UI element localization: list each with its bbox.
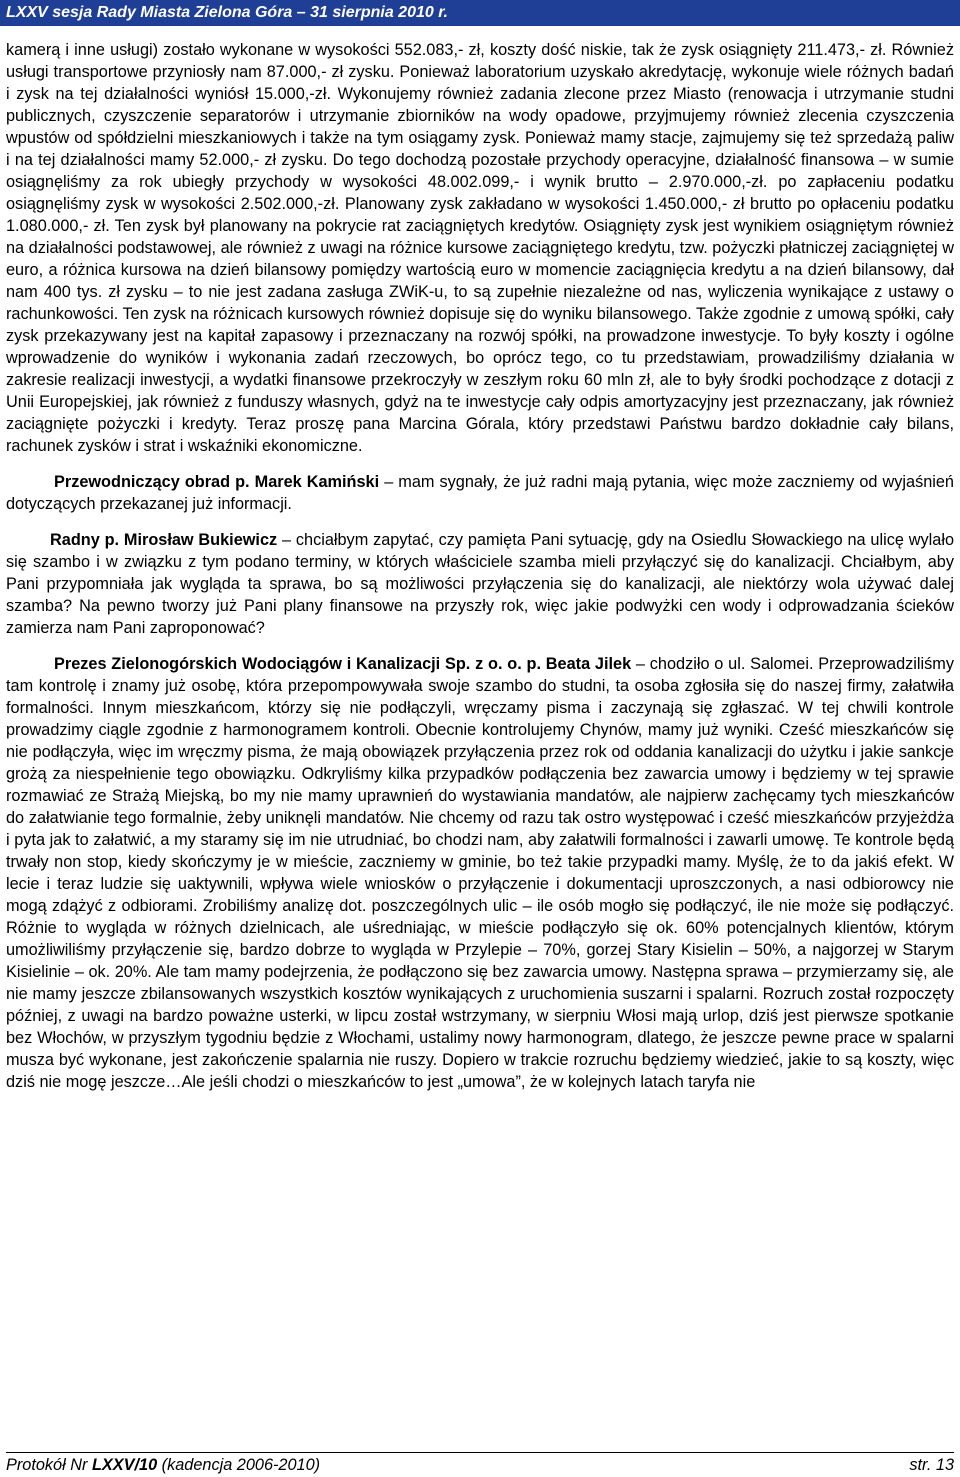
paragraph-president <box>6 653 954 1093</box>
header-title: LXXV sesja Rady Miasta Zielona Góra – 31 sierpnia 2010 r. <box>6 4 448 21</box>
councillor-text: – chciałbym zapytać, czy pamięta Pani sytuację, gdy na Osiedlu Słowackiego na ulicę wylało się szambo i w związku z tym podano terminy, w których właściciele szamba mieli przyłączyć się do kanalizacji. Chciałbym, aby Pani przypomniała jak wygląda ta sprawa, bo są możliwości przyłączenia się do kanalizacji, ale niektórzy wola używać dalej szamba? Na pewno tworzy już Pani plany finansowe na przyszły rok, więc jakie podwyżki cen wody i odprowadzania ścieków zamierza nam Pani zaproponować? <box>6 531 954 637</box>
speaker-councillor: Radny p. Mirosław Bukiewicz <box>50 531 278 549</box>
paragraph-councillor <box>6 529 954 639</box>
chairman-text: – mam sygnały, że już radni mają pytania, więc może zaczniemy od wyjaśnień dotyczących przekazanej już informacji. <box>6 473 954 513</box>
protocol-suffix: (kadencja 2006-2010) <box>157 1456 321 1474</box>
paragraph-chairman <box>6 471 954 515</box>
speaker-chairman: Przewodniczący obrad p. Marek Kamiński <box>54 473 380 491</box>
protocol-label <box>6 1455 320 1475</box>
president-text: – chodziło o ul. Salomei. Przeprowadziliśmy tam kontrolę i znamy już osobę, która przepompowywała swoje szambo do studni, ta osoba zgłosiła się do naszej firmy, załatwiła formalności. Innym mieszkańcom, którzy się nie podłączyli, wręczamy pisma i zaczynają się zgłaszać. W tej chwili kontrole prowadzimy ciągle zgodnie z harmonogramem kontroli. Obecnie kontrolujemy Chynów, mamy już wyniki. Cześć mieszkańców się nie podłączyła, więc im wręczmy pisma, że mają obowiązek przyłączenia przez rok od oddania kanalizacji do użytku i jakie sankcje grożą za niespełnienie tego obowiązku. Odkryliśmy kilka przypadków podłączenia bez zawarcia umowy i będziemy w tej sprawie rozmawiać ze Strażą Miejską, bo my nie mamy uprawnień do wystawiania mandatów, ale najpierw zachęcamy tych mieszkańców do załatwianie tego formalnie, żeby uniknęli mandatów. Nie chcemy od razu tak ostro występować i cześć mieszkańców przyjeżdża i pyta jak to załatwić, a my staramy się im nie utrudniać, bo chodzi nam, aby załatwili formalności i zawarli umowę. Te kontrole będą trwały non stop, kiedy skończymy je w mieście, zaczniemy w gminie, bo też takie przypadki mamy. Myślę, że to da jakiś efekt. W lecie i teraz ludzie się uaktywnili, wpływa wiele wniosków o przyłączenie i dokumentacji uproszczonych, a nasi odbiorowcy nie mogą zdążyć z odbiorami. Zrobiliśmy analizę dot. poszczególnych ulic – ile osób mogło się podłączyć, ile nie może się podłączyć. Różnie to wygląda w różnych dzielnicach, ale uśredniając, w mieście podłączyło się ok. 60% potencjalnych klientów, którym umożliwiliśmy przyłączenie się, bardzo dobrze to wygląda w Przylepie – 70%, gorzej Stary Kisielin – 50%, a najgorzej w Starym Kisielinie – ok. 20%. Ale tam mamy podejrzenia, że podłączono się bez zawarcia umowy. Następna sprawa – przymierzamy się, ale nie mamy jeszcze zbilansowanych wszystkich kosztów wynikających z uruchomienia suszarni i spalarni. Rozruch został rozpoczęty później, z uwagi na bardzo poważne usterki, w lipcu został wstrzymany, w sierpniu Włosi mają urlop, dziś jest pierwsze spotkanie bez Włochów, w przyszłym tygodniu będzie z Włochami, ustalimy nowy harmonogram, dlatego, że jeszcze pewne prace w spalarni musza być wykonane, jest zakończenie spalarnia nie ruszy. Dopiero w trakcie rozruchu będziemy wiedzieć, jakie to są koszty, więc dziś nie mogę jeszcze…Ale jeśli chodzi o mieszkańców to jest „umowa”, że w kolejnych latach taryfa nie <box>6 655 954 1091</box>
speaker-president: Prezes Zielonogórskich Wodociągów i Kanalizacji Sp. z o. o. p. Beata Jilek <box>54 655 632 673</box>
protocol-number: LXXV/10 <box>91 1456 158 1474</box>
protocol-prefix: Protokół Nr <box>6 1456 92 1474</box>
page-header <box>0 0 960 26</box>
document-body <box>6 39 954 1093</box>
page-footer <box>6 1452 954 1475</box>
page-number: str. 13 <box>909 1456 954 1474</box>
paragraph-report: kamerą i inne usługi) zostało wykonane w wysokości 552.083,- zł, koszty dość niskie, tak że zysk osiągnięty 211.473,- zł. Również usługi transportowe przyniosły nam 87.000,- zł zysku. Ponieważ laboratorium uzyskało akredytację, wykonuje wiele różnych badań i zysk na tej działalności wyniósł 15.000,-zł. Wykonujemy również zadania zlecone przez Miasto (renowacja i utrzymanie studni publicznych, czyszczenie separatorów i utrzymanie zbiorników na wody opadowe, przyjmujemy również zlecenia czyszczenia wpustów od spółdzielni mieszkaniowych i także na tym osiągamy zysk. Ponieważ mamy stacje, zajmujemy się też sprzedażą paliw i na tej działalności mamy 52.000,- zł zysku. Do tego dochodzą pozostałe przychody operacyjne, działalność finansowa – w sumie osiągnęliśmy za rok ubiegły przychody w wysokości 48.002.099,- i wynik brutto – 2.970.000,-zł. po zapłaceniu podatku osiągnęliśmy zysk w wysokości 2.502.000,-zł. Planowany zysk zakładano w wysokości 1.450.000,- zł brutto po opłaceniu podatku 1.080.000,- zł. Ten zysk był planowany na pokrycie rat zaciągniętych kredytów. Osiągnięty zysk jest wynikiem osiągniętym również na działalności podstawowej, ale również z uwagi na różnice kursowe zaciągniętego kredytu, tzw. pożyczki płatniczej zaciągniętej w euro, a różnica kursowa na dzień bilansowy pomiędzy wartością euro w momencie zaciągnięcia kredytu a na dzień bilansowy, dał nam 400 tys. zł zysku – to nie jest zadana zasługa ZWiK-u, to są zupełnie niezależne od nas, wyliczenia wynikające z ustawy o rachunkowości. Ten zysk na różnicach kursowych również dopisuje się do wyniku bilansowego. Także zgodnie z umową spółki, cały zysk przekazywany jest na kapitał zapasowy i przeznaczany na rozwój spółki, na prowadzone inwestycje. To były koszty i ogólne wprowadzenie do wyników i wykonania zadań rzeczowych, bo oprócz tego, co tu przedstawiam, prowadziliśmy działania w zakresie realizacji inwestycji, a wydatki finansowe przekroczyły w zeszłym roku 60 mln zł, ale to były środki pochodzące z dotacji z Unii Europejskiej, jak również z funduszy własnych, gdyż na te inwestycje cały odpis amortyzacyjny jest przeznaczany, jak również zaciągnięte pożyczki i kredyty. Teraz proszę pana Marcina Górala, który przedstawi Państwu bardzo dokładnie cały bilans, rachunek zysków i strat i wskaźniki ekonomiczne. <box>6 41 954 455</box>
